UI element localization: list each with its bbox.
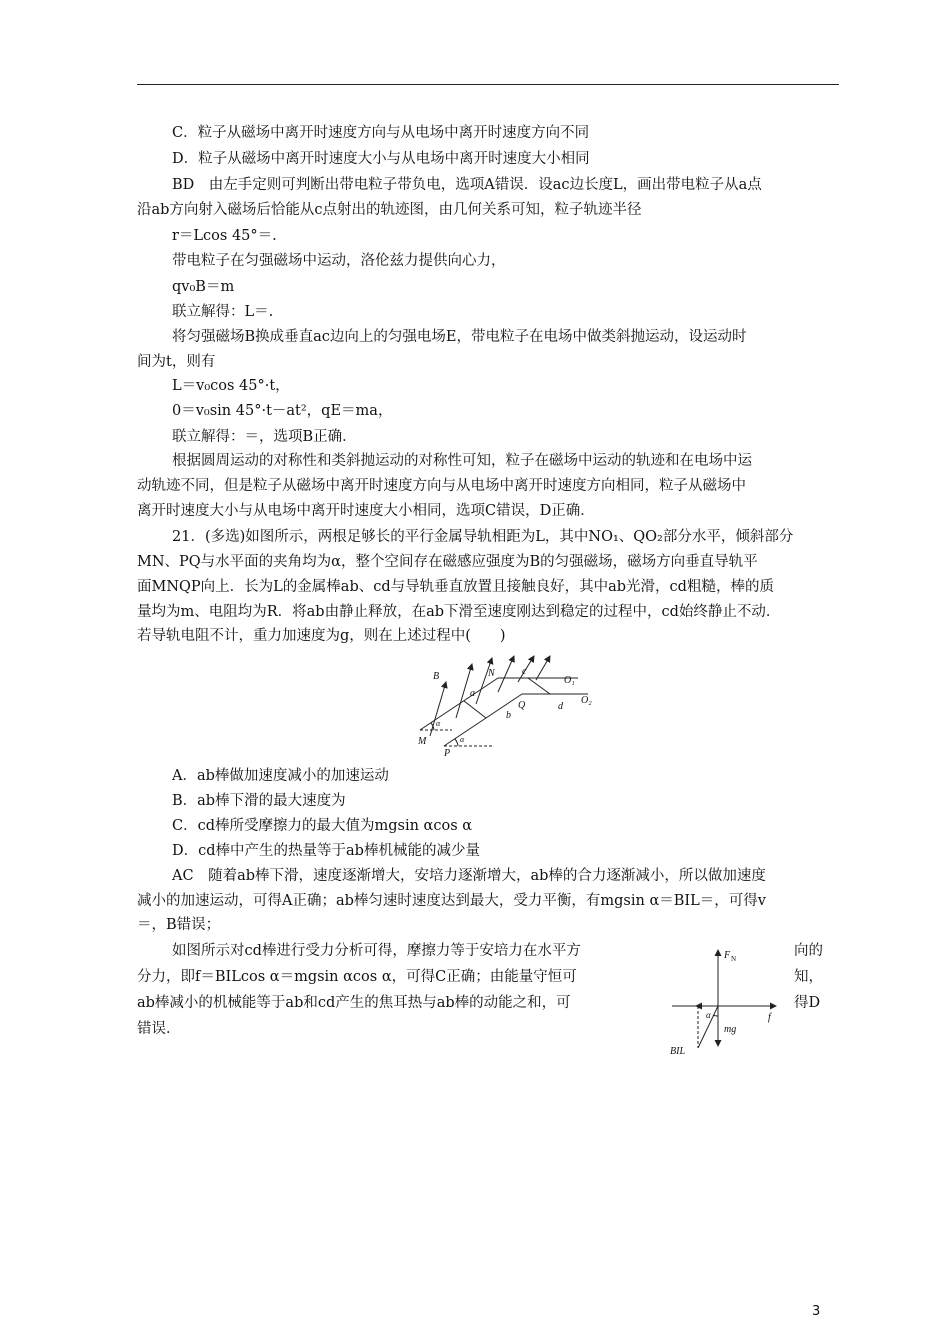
question-21-text: MN、PQ与水平面的夹角均为α，整个空间存在磁感应强度为B的匀强磁场，磁场方向垂直导轨平 — [137, 554, 758, 570]
force-diagram — [668, 944, 788, 1056]
label-n-sub: N — [731, 955, 737, 963]
formula-line: 联立解得：L＝. — [172, 304, 274, 320]
answer-line: 分力，即f＝BILcos α＝mgsin αcos α，可得C正确；由能量守恒可 — [137, 969, 577, 985]
answer-line: 离开时速度大小与从电场中离开时速度大小相同，选项C错误，D正确． — [137, 503, 595, 519]
option-c-text: C．粒子从磁场中离开时速度方向与从电场中离开时速度方向不同 — [172, 125, 590, 141]
label-q: Q — [518, 700, 526, 711]
answer-line: BD 由左手定则可判断出带电粒子带负电，选项A错误．设ac边长度L，画出带电粒子从a点 — [172, 177, 762, 193]
label-friction: f — [768, 1012, 771, 1023]
answer-line: 如图所示对cd棒进行受力分析可得，摩擦力等于安培力在水平方 — [172, 943, 581, 959]
field-arrow — [536, 656, 550, 680]
answer-line: 根据圆周运动的对称性和类斜抛运动的对称性可知，粒子在磁场中运动的轨迹和在电场中运 — [172, 453, 752, 469]
question-21-text: 面MNQP向上．长为L的金属棒ab、cd与导轨垂直放置且接触良好，其中ab光滑，cd粗糙，棒的质 — [137, 579, 774, 595]
answer-line: 减小的加速运动，可得A正确；ab棒匀速时速度达到最大，受力平衡，有mgsin α＝BIL＝，可得v — [137, 893, 766, 909]
answer-line-tail: 知， — [794, 969, 823, 985]
label-b-rod: b — [506, 710, 511, 721]
answer-line: 沿ab方向射入磁场后恰能从c点射出的轨迹图，由几何关系可知，粒子轨迹半径 — [137, 202, 642, 218]
formula-line: 联立解得：＝，选项B正确． — [172, 429, 357, 445]
label-c: c — [522, 666, 527, 677]
answer-line: 带电粒子在匀强磁场中运动，洛伦兹力提供向心力， — [172, 253, 506, 269]
label-o1: O₁ — [564, 675, 575, 686]
question-21-text: 21．(多选)如图所示，两根足够长的平行金属导轨相距为L，其中NO₁、QO₂部分水平，倾斜部分 — [172, 529, 794, 545]
rod-ab — [464, 701, 486, 718]
question-21-text: 量均为m、电阻均为R．将ab由静止释放，在ab下滑至速度刚达到稳定的过程中，cd始终静止不动． — [137, 604, 781, 620]
field-arrow — [498, 656, 514, 692]
formula-line: r＝Lcos 45°＝. — [172, 228, 277, 244]
label-bil: BIL — [670, 1046, 685, 1056]
label-o2: O₂ — [581, 695, 592, 706]
rail-diagram — [400, 652, 600, 756]
option-d-text: D．粒子从磁场中离开时速度大小与从电场中离开时速度大小相同 — [172, 151, 590, 167]
header-rule — [137, 84, 839, 85]
formula-line: L＝v₀cos 45°·t， — [172, 378, 290, 394]
answer-line: 将匀强磁场B换成垂直ac边向上的匀强电场E，带电粒子在电场中做类斜抛运动，设运动时 — [172, 329, 747, 345]
angle-arc — [713, 1015, 718, 1016]
formula-line: 0＝v₀sin 45°·t－at²，qE＝ma， — [172, 403, 393, 419]
answer-line-tail: 得D — [794, 995, 821, 1011]
label-d: d — [558, 701, 563, 712]
question-21-text: 若导轨电阻不计，重力加速度为g，则在上述过程中( ) — [137, 628, 506, 644]
answer-line: AC 随着ab棒下滑，速度逐渐增大，安培力逐渐增大，ab棒的合力逐渐减小，所以做加速度 — [172, 868, 766, 884]
label-alpha: α — [436, 719, 441, 728]
answer-line: 错误． — [137, 1021, 181, 1037]
rod-cd — [528, 678, 550, 694]
label-p: P — [444, 748, 451, 756]
answer-line: 动轨迹不同，但是粒子从磁场中离开时速度方向与从电场中离开时速度方向相同，粒子从磁场中 — [137, 478, 746, 494]
formula-line: qv₀B＝m — [172, 279, 235, 295]
label-alpha: α — [706, 1010, 711, 1020]
label-f: F — [724, 950, 731, 961]
label-b: B — [433, 671, 440, 682]
option-c: C．cd棒所受摩擦力的最大值为mgsin αcos α — [172, 818, 473, 834]
answer-line: 间为t，则有 — [137, 354, 216, 370]
label-alpha: α — [460, 735, 465, 744]
answer-line-tail: 向的 — [794, 943, 823, 959]
page-number: 3 — [812, 1304, 821, 1319]
option-a: A．ab棒做加速度减小的加速运动 — [172, 768, 389, 784]
label-a: a — [470, 688, 475, 699]
rail-mn — [420, 678, 498, 730]
answer-line: ab棒减小的机械能等于ab和cd产生的焦耳热与ab棒的动能之和，可 — [137, 995, 571, 1011]
answer-line: ＝，B错误； — [137, 917, 221, 933]
option-b: B．ab棒下滑的最大速度为 — [172, 793, 346, 809]
field-arrow — [476, 658, 492, 704]
label-n: N — [488, 668, 495, 679]
option-d: D．cd棒中产生的热量等于ab棒机械能的减少量 — [172, 843, 480, 859]
label-mg: mg — [724, 1024, 737, 1035]
label-m: M — [418, 736, 427, 747]
angle-arc — [455, 739, 458, 746]
